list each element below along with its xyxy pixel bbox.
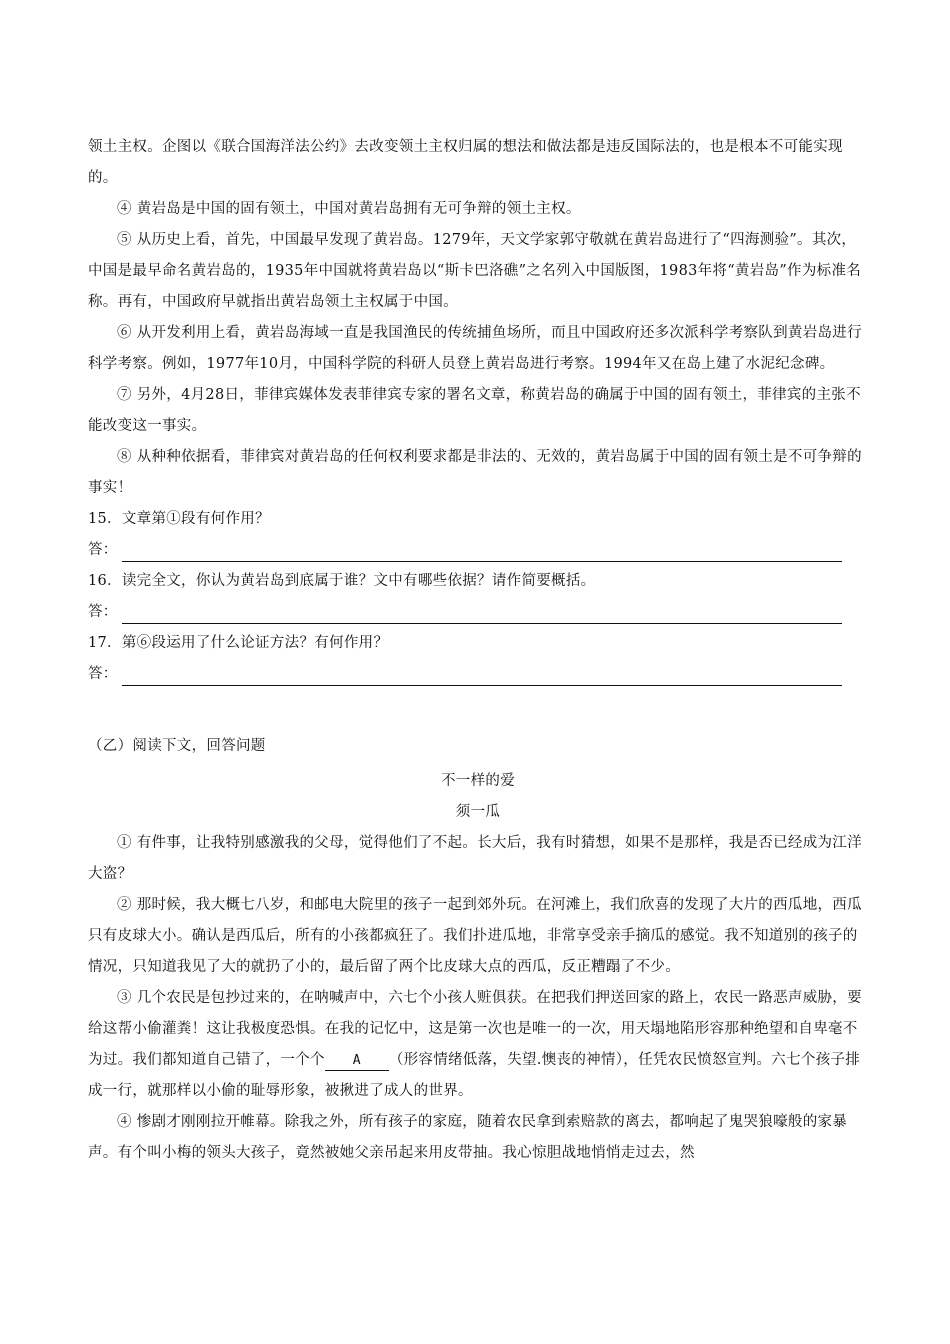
passage-jia — [88, 132, 868, 690]
paragraph-7: ⑦ 另外，4月28日，菲律宾媒体发表菲律宾专家的署名文章，称黄岩岛的确属于中国的固有领土，菲律宾的主张不能改变这一事实。 — [88, 387, 861, 434]
answer-16 — [88, 597, 868, 628]
article-title: 不一样的爱 — [441, 773, 515, 789]
passage-yi — [88, 731, 868, 1169]
answer-label: 答： — [88, 666, 118, 682]
paragraph-3 — [88, 983, 868, 1107]
paragraph-3-after: （形容情绪低落，失望.懊丧的神情），任凭农民愤怒宣判。六七个孩子排成一行，就那样以小偷的耻辱形象，被揪进了成人的世界。 — [88, 1052, 861, 1099]
paragraph-4: ④ 惨剧才刚刚拉开帷幕。除我之外，所有孩子的家庭，随着农民拿到索赔款的离去，都响起了鬼哭狼嚎般的家暴声。有个叫小梅的领头大孩子，竟然被她父亲吊起来用皮带抽。我心惊胆战地悄悄走过去，然 — [88, 1114, 848, 1161]
section-heading: （乙）阅读下文，回答问题 — [88, 738, 266, 754]
paragraph-2: ② 那时候，我大概七八岁，和邮电大院里的孩子一起到郊外玩。在河滩上，我们欣喜的发现了大片的西瓜地，西瓜只有皮球大小。确认是西瓜后，所有的小孩都疯狂了。我们扑进瓜地，非常享受亲手摘瓜的感觉。我不知道别的孩子的情况，只知道我见了大的就扔了小的，最后留了两个比皮球大点的西瓜，反正糟蹋了不少。 — [88, 897, 862, 975]
paragraph-4: ④ 黄岩岛是中国的固有领土，中国对黄岩岛拥有无可争辩的领土主权。 — [117, 201, 581, 217]
article-author: 须一瓜 — [455, 804, 501, 820]
question-17-text: 17．第⑥段运用了什么论证方法？有何作用？ — [88, 635, 389, 651]
question-17 — [88, 628, 868, 690]
question-15-text: 15．文章第①段有何作用？ — [88, 511, 270, 527]
answer-label: 答： — [88, 604, 118, 620]
paragraph-3-before: ③ 几个农民是包抄过来的，在呐喊声中，六七个小孩人赃俱获。在把我们押送回家的路上，农民一路恶声威胁，要给这帮小偷灌粪！这让我极度恐惧。在我的记忆中，这是第一次也是唯一的一次，用天塌地陷形容那种绝望和自卑毫不为过。我们都知道自己错了，一个个 — [88, 990, 862, 1068]
blank-a[interactable]: A — [325, 1052, 389, 1071]
paragraph-6: ⑥ 从开发利用上看，黄岩岛海域一直是我国渔民的传统捕鱼场所，而且中国政府还多次派科学考察队到黄岩岛进行科学考察。例如，1977年10月，中国科学院的科研人员登上黄岩岛进行考察。1994年又在岛上建了水泥纪念碑。 — [88, 325, 862, 372]
paragraph-5: ⑤ 从历史上看，首先，中国最早发现了黄岩岛。1279年，天文学家郭守敬就在黄岩岛进行了“四海测验”。其次，中国是最早命名黄岩岛的，1935年中国就将黄岩岛以“斯卡巴洛礁”之名列入中国版图，1983年将“黄岩岛”作为标准名称。再有，中国政府早就指出黄岩岛领土主权属于中国。 — [88, 232, 862, 310]
paragraph-3-continued: 领土主权。企图以《联合国海洋法公约》去改变领土主权归属的想法和做法都是违反国际法的，也是根本不可能实现的。 — [88, 139, 843, 186]
answer-15-line[interactable] — [122, 545, 842, 562]
paragraph-1: ① 有件事，让我特别感激我的父母，觉得他们了不起。长大后，我有时猜想，如果不是那样，我是否已经成为江洋大盗？ — [88, 835, 862, 882]
answer-label: 答： — [88, 542, 118, 558]
question-16-text: 16．读完全文，你认为黄岩岛到底属于谁？文中有哪些依据？请作简要概括。 — [88, 573, 596, 589]
answer-15 — [88, 535, 868, 566]
question-16 — [88, 566, 868, 628]
answer-17 — [88, 659, 868, 690]
answer-16-line[interactable] — [122, 607, 842, 624]
answer-17-line[interactable] — [122, 669, 842, 686]
paragraph-8: ⑧ 从种种依据看，菲律宾对黄岩岛的任何权利要求都是非法的、无效的，黄岩岛属于中国的固有领土是不可争辩的事实！ — [88, 449, 862, 496]
question-15 — [88, 504, 868, 566]
